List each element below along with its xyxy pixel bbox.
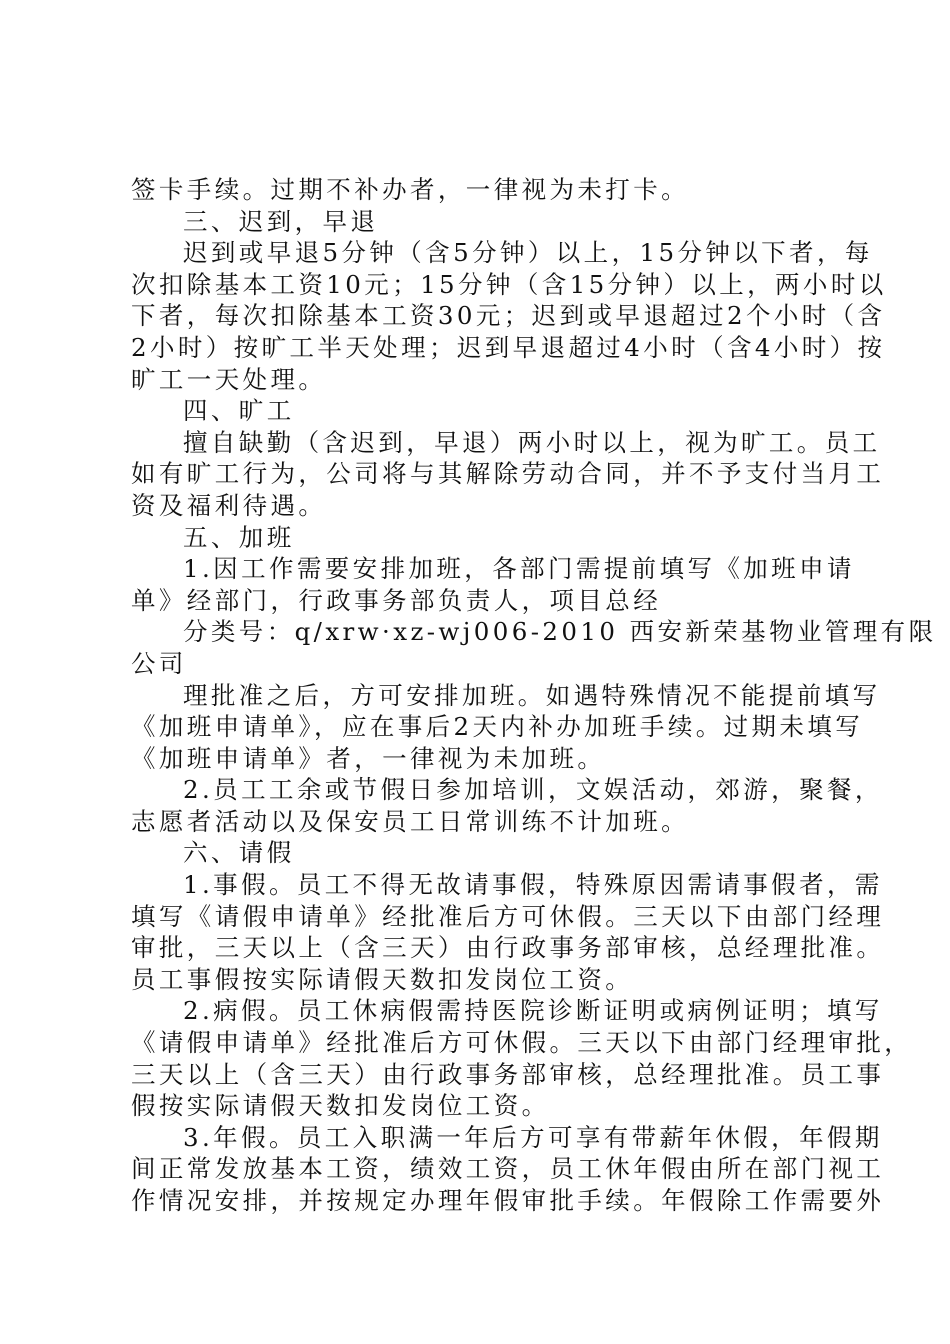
text-line: 次扣除基本工资10元；15分钟（含15分钟）以上，两小时以 — [131, 269, 887, 299]
text-line: 如有旷工行为，公司将与其解除劳动合同，并不予支付当月工 — [131, 459, 885, 489]
text-line: 理批准之后，方可安排加班。如遇特殊情况不能提前填写 — [183, 680, 881, 710]
text-line: 资及福利待遇。 — [131, 490, 327, 520]
document-body — [131, 174, 937, 1217]
text-line: 签卡手续。过期不补办者，一律视为未打卡。 — [131, 175, 689, 204]
text-line: 旷工一天处理。 — [131, 364, 327, 394]
text-line: 2.病假。员工休病假需持医院诊断证明或病例证明；填写 — [183, 996, 883, 1026]
text-line: 假按实际请假天数扣发岗位工资。 — [131, 1091, 550, 1121]
text-line: 六、请假 — [183, 838, 295, 868]
text-line: 间正常发放基本工资，绩效工资，员工休年假由所在部门视工 — [131, 1154, 885, 1184]
text-line: 擅自缺勤（含迟到，早退）两小时以上，视为旷工。员工 — [183, 427, 881, 457]
text-line: 2小时）按旷工半天处理；迟到早退超过4小时（含4小时）按 — [131, 332, 886, 362]
text-line: 单》经部门，行政事务部负责人，项目总经 — [131, 585, 662, 615]
text-line: 迟到或早退5分钟（含5分钟）以上，15分钟以下者，每 — [183, 238, 873, 268]
text-line: 《请假申请单》经批准后方可休假。三天以下由部门经理审批， — [131, 1028, 913, 1058]
text-line: 公司 — [131, 648, 187, 678]
text-line: 2.员工工余或节假日参加培训，文娱活动，郊游，聚餐， — [183, 775, 883, 805]
text-line: 员工事假按实际请假天数扣发岗位工资。 — [131, 964, 634, 994]
text-line: 三天以上（含三天）由行政事务部审核，总经理批准。员工事 — [131, 1059, 885, 1089]
text-line: 五、加班 — [183, 522, 295, 552]
text-line: 下者，每次扣除基本工资30元；迟到或早退超过2个小时（含 — [131, 301, 886, 331]
text-line: 四、旷工 — [183, 396, 295, 426]
text-line: 1.因工作需要安排加班，各部门需提前填写《加班申请 — [183, 554, 855, 584]
text-line: 分类号：q/xrw·xz-wj006-2010 西安新荣基物业管理有限 — [183, 617, 937, 647]
text-line: 《加班申请单》，应在事后2天内补办加班手续。过期未填写 — [131, 712, 864, 742]
text-line: 志愿者活动以及保安员工日常训练不计加班。 — [131, 806, 689, 836]
text-line: 三、迟到，早退 — [183, 206, 379, 236]
text-line: 审批，三天以上（含三天）由行政事务部审核，总经理批准。 — [131, 933, 885, 963]
text-line: 作情况安排，并按规定办理年假审批手续。年假除工作需要外 — [131, 1186, 885, 1215]
text-line: 填写《请假申请单》经批准后方可休假。三天以下由部门经理 — [131, 901, 885, 931]
text-line: 《加班申请单》者，一律视为未加班。 — [131, 743, 606, 773]
text-line: 1.事假。员工不得无故请事假，特殊原因需请事假者，需 — [183, 870, 883, 900]
text-line: 3.年假。员工入职满一年后方可享有带薪年休假，年假期 — [183, 1122, 883, 1152]
